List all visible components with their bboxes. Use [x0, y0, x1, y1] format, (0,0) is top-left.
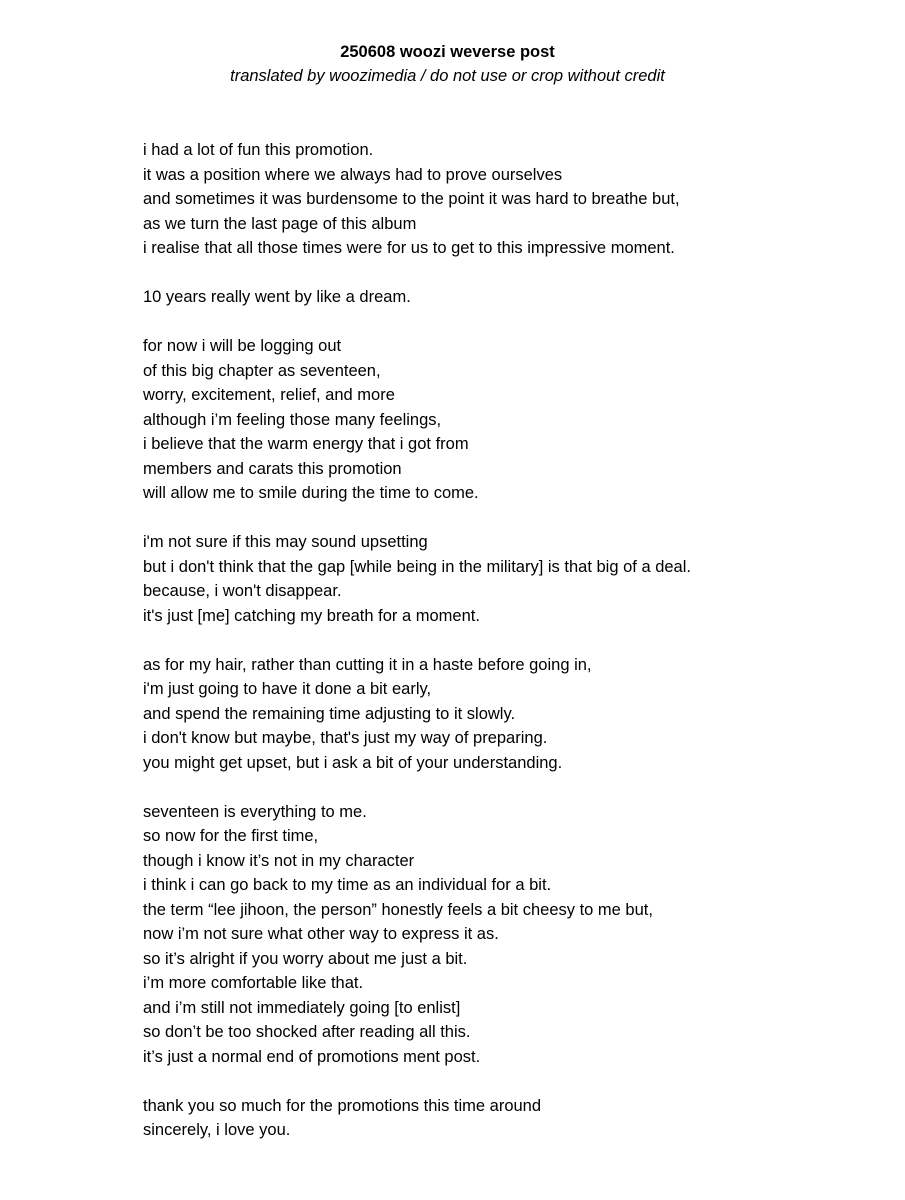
- text-line: so it’s alright if you worry about me just a bit.: [143, 949, 468, 968]
- text-line: i’m more comfortable like that.: [143, 974, 364, 992]
- paragraph: [143, 653, 883, 776]
- text-line: and i’m still not immediately going [to enlist]: [143, 998, 461, 1017]
- text-line: now i’m not sure what other way to express it as.: [143, 925, 499, 943]
- paragraph: [143, 138, 883, 261]
- text-line: so don’t be too shocked after reading all this.: [143, 1023, 471, 1041]
- text-line: will allow me to smile during the time to come.: [143, 484, 479, 502]
- document-header: [0, 40, 895, 88]
- text-line: but i don't think that the gap [while being in the military] is that big of a deal.: [143, 557, 691, 576]
- text-line: i'm not sure if this may sound upsetting: [143, 533, 428, 551]
- text-line: worry, excitement, relief, and more: [143, 386, 395, 404]
- text-line: it was a position where we always had to prove ourselves: [143, 165, 563, 184]
- text-line: i don't know but maybe, that's just my way of preparing.: [143, 729, 548, 747]
- text-line: the term “lee jihoon, the person” honestly feels a bit cheesy to me but,: [143, 900, 653, 919]
- text-line: though i know it’s not in my character: [143, 851, 415, 870]
- text-line: although i’m feeling those many feelings,: [143, 410, 442, 429]
- paragraph: [143, 800, 883, 1070]
- text-line: i had a lot of fun this promotion.: [143, 141, 374, 159]
- paragraph: [143, 530, 883, 628]
- text-line: you might get upset, but i ask a bit of your understanding.: [143, 753, 563, 772]
- text-line: i think i can go back to my time as an individual for a bit.: [143, 876, 552, 894]
- text-line: and spend the remaining time adjusting to it slowly.: [143, 704, 516, 723]
- text-line: of this big chapter as seventeen,: [143, 361, 381, 380]
- paragraph: [143, 1094, 883, 1143]
- translation-credit: translated by woozimedia / do not use or crop without credit: [230, 67, 665, 85]
- text-line: i believe that the warm energy that i got from: [143, 435, 469, 453]
- text-line: 10 years really went by like a dream.: [143, 288, 411, 306]
- post-body: [143, 138, 883, 1167]
- text-line: sincerely, i love you.: [143, 1121, 291, 1139]
- text-line: i'm just going to have it done a bit early,: [143, 680, 432, 698]
- text-line: seventeen is everything to me.: [143, 802, 367, 821]
- text-line: i realise that all those times were for us to get to this impressive moment.: [143, 239, 675, 257]
- text-line: members and carats this promotion: [143, 459, 402, 478]
- text-line: for now i will be logging out: [143, 337, 342, 355]
- text-line: as we turn the last page of this album: [143, 214, 417, 233]
- text-line: it’s just a normal end of promotions ment post.: [143, 1047, 481, 1066]
- text-line: so now for the first time,: [143, 827, 319, 845]
- text-line: and sometimes it was burdensome to the point it was hard to breathe but,: [143, 190, 680, 208]
- paragraph: [143, 334, 883, 506]
- text-line: as for my hair, rather than cutting it in a haste before going in,: [143, 655, 592, 674]
- text-line: it's just [me] catching my breath for a moment.: [143, 606, 480, 625]
- document-title: 250608 woozi weverse post: [340, 43, 555, 61]
- text-line: thank you so much for the promotions this time around: [143, 1096, 542, 1115]
- text-line: because, i won't disappear.: [143, 582, 342, 600]
- paragraph: [143, 285, 883, 310]
